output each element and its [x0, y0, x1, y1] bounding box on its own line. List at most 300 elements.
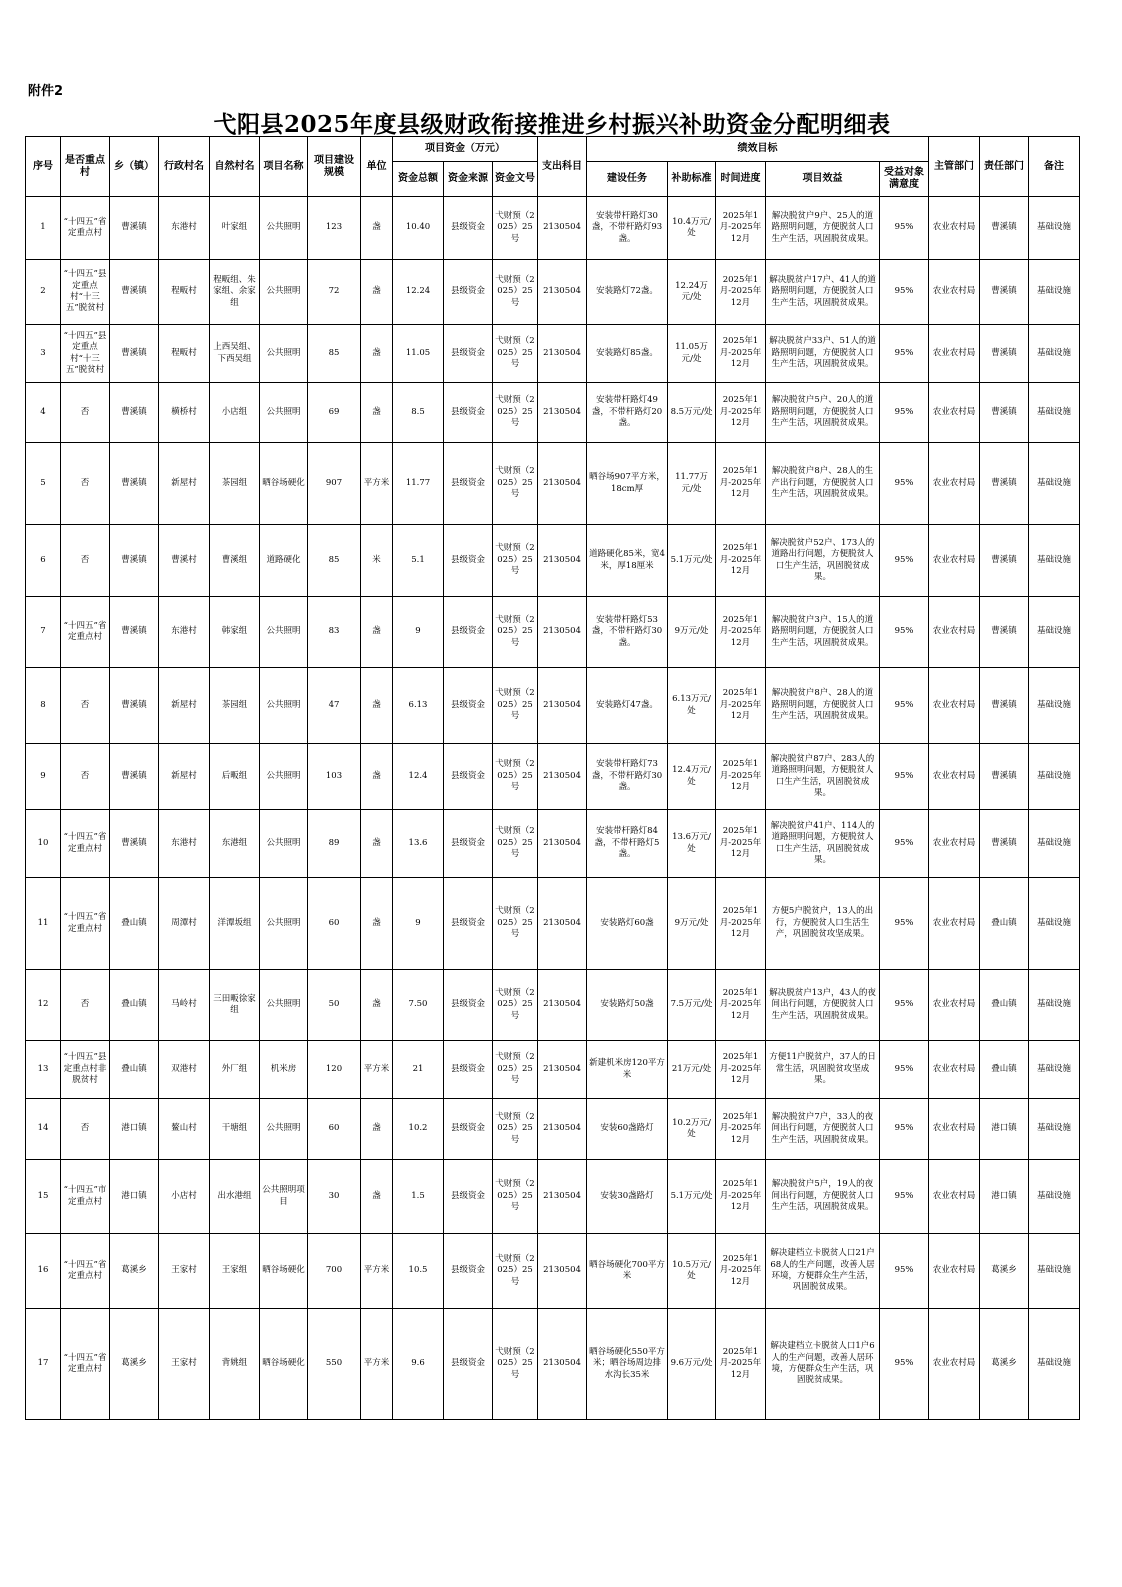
cell-unit: 盏 — [361, 597, 393, 668]
cell-township: 曹溪镇 — [110, 668, 159, 744]
cell-subsidy: 12.24万元/处 — [668, 260, 716, 325]
cell-natural-village: 三田畈徐家组 — [210, 970, 260, 1041]
cell-subject: 2130504 — [538, 260, 587, 325]
cell-task: 安装带杆路灯53盏，不带杆路灯30盏。 — [587, 597, 668, 668]
cell-fund-doc: 弋财预（2025）25号 — [493, 970, 538, 1041]
cell-natural-village: 茶园组 — [210, 443, 260, 525]
cell-township: 叠山镇 — [110, 878, 159, 970]
cell-fund-total: 12.24 — [393, 260, 444, 325]
cell-task: 安装带杆路灯73盏，不带杆路灯30盏。 — [587, 744, 668, 810]
cell-subject: 2130504 — [538, 1160, 587, 1234]
cell-fund-total: 10.40 — [393, 197, 444, 260]
cell-remark: 基础设施 — [1029, 325, 1080, 383]
page-title: 弋阳县2025年度县级财政衔接推进乡村振兴补助资金分配明细表 — [213, 111, 891, 138]
cell-fund-total: 6.13 — [393, 668, 444, 744]
cell-remark: 基础设施 — [1029, 260, 1080, 325]
cell-project-name: 公共照明项目 — [260, 1160, 308, 1234]
cell-dept: 农业农村局 — [929, 1234, 980, 1309]
cell-scale: 907 — [308, 443, 361, 525]
cell-task: 安装路灯72盏。 — [587, 260, 668, 325]
cell-subject: 2130504 — [538, 383, 587, 443]
cell-resp: 曹溪镇 — [980, 597, 1029, 668]
cell-dept: 农业农村局 — [929, 597, 980, 668]
header-subject: 支出科目 — [538, 137, 587, 197]
cell-fund-doc: 弋财预（2025）25号 — [493, 525, 538, 597]
cell-key-village: 否 — [61, 383, 110, 443]
cell-fund-doc: 弋财预（2025）25号 — [493, 260, 538, 325]
cell-fund-source: 县级资金 — [444, 443, 493, 525]
cell-subsidy: 21万元/处 — [668, 1041, 716, 1099]
cell-admin-village: 程畈村 — [159, 260, 210, 325]
cell-key-village: 否 — [61, 970, 110, 1041]
cell-subject: 2130504 — [538, 970, 587, 1041]
cell-schedule: 2025年1月-2025年12月 — [716, 325, 766, 383]
cell-seq: 5 — [26, 443, 61, 525]
cell-scale: 120 — [308, 1041, 361, 1099]
cell-natural-village: 曹溪组 — [210, 525, 260, 597]
cell-resp: 曹溪镇 — [980, 810, 1029, 878]
cell-subsidy: 12.4万元/处 — [668, 744, 716, 810]
cell-dept: 农业农村局 — [929, 325, 980, 383]
cell-unit: 平方米 — [361, 1234, 393, 1309]
cell-key-village: “十四五”县定重点村“十三五”脱贫村 — [61, 260, 110, 325]
cell-admin-village: 东港村 — [159, 597, 210, 668]
header-natural-village: 自然村名 — [210, 137, 260, 197]
cell-unit: 盏 — [361, 878, 393, 970]
cell-key-village: “十四五”省定重点村 — [61, 197, 110, 260]
cell-seq: 17 — [26, 1309, 61, 1420]
cell-natural-village: 叶家组 — [210, 197, 260, 260]
header-admin-village: 行政村名 — [159, 137, 210, 197]
table-row — [26, 1309, 1080, 1420]
cell-admin-village: 王家村 — [159, 1309, 210, 1420]
cell-key-village: 否 — [61, 744, 110, 810]
table-row — [26, 668, 1080, 744]
cell-subsidy: 9.6万元/处 — [668, 1309, 716, 1420]
cell-benefit: 解决脱贫户8户、28人的道路照明问题，方便脱贫人口生产生活，巩固脱贫成果。 — [766, 668, 880, 744]
cell-resp: 曹溪镇 — [980, 525, 1029, 597]
cell-seq: 6 — [26, 525, 61, 597]
cell-fund-total: 9.6 — [393, 1309, 444, 1420]
cell-unit: 盏 — [361, 744, 393, 810]
cell-subsidy: 9万元/处 — [668, 878, 716, 970]
cell-project-name: 公共照明 — [260, 383, 308, 443]
cell-admin-village: 周潭村 — [159, 878, 210, 970]
cell-natural-village: 韩家组 — [210, 597, 260, 668]
cell-seq: 10 — [26, 810, 61, 878]
cell-schedule: 2025年1月-2025年12月 — [716, 443, 766, 525]
cell-satisfaction: 95% — [880, 668, 929, 744]
cell-schedule: 2025年1月-2025年12月 — [716, 810, 766, 878]
cell-subject: 2130504 — [538, 878, 587, 970]
cell-project-name: 公共照明 — [260, 668, 308, 744]
cell-subsidy: 11.05万元/处 — [668, 325, 716, 383]
cell-fund-total: 9 — [393, 878, 444, 970]
cell-natural-village: 上西吴组、下西吴组 — [210, 325, 260, 383]
cell-schedule: 2025年1月-2025年12月 — [716, 525, 766, 597]
cell-project-name: 公共照明 — [260, 597, 308, 668]
cell-fund-doc: 弋财预（2025）25号 — [493, 810, 538, 878]
table-row — [26, 1234, 1080, 1309]
cell-dept: 农业农村局 — [929, 260, 980, 325]
cell-fund-doc: 弋财预（2025）25号 — [493, 668, 538, 744]
table-row — [26, 1099, 1080, 1160]
table-row — [26, 810, 1080, 878]
cell-fund-doc: 弋财预（2025）25号 — [493, 325, 538, 383]
table-row — [26, 260, 1080, 325]
header-benefit: 项目效益 — [766, 162, 880, 197]
table-row — [26, 1160, 1080, 1234]
cell-satisfaction: 95% — [880, 970, 929, 1041]
cell-natural-village: 背姚组 — [210, 1309, 260, 1420]
cell-remark: 基础设施 — [1029, 810, 1080, 878]
cell-task: 安装带杆路灯30盏，不带杆路灯93盏。 — [587, 197, 668, 260]
table-row — [26, 197, 1080, 260]
cell-natural-village: 干塘组 — [210, 1099, 260, 1160]
cell-satisfaction: 95% — [880, 1041, 929, 1099]
cell-scale: 700 — [308, 1234, 361, 1309]
cell-scale: 47 — [308, 668, 361, 744]
cell-project-name: 晒谷场硬化 — [260, 443, 308, 525]
cell-township: 港口镇 — [110, 1099, 159, 1160]
cell-unit: 平方米 — [361, 1309, 393, 1420]
cell-fund-source: 县级资金 — [444, 383, 493, 443]
cell-seq: 16 — [26, 1234, 61, 1309]
cell-scale: 85 — [308, 525, 361, 597]
cell-resp: 曹溪镇 — [980, 383, 1029, 443]
cell-key-village: “十四五”省定重点村 — [61, 1309, 110, 1420]
cell-project-name: 公共照明 — [260, 970, 308, 1041]
cell-key-village: “十四五”省定重点村 — [61, 878, 110, 970]
table-row — [26, 325, 1080, 383]
cell-benefit: 解决脱贫户8户、28人的生产出行问题，方便脱贫人口生产生活，巩固脱贫成果。 — [766, 443, 880, 525]
cell-remark: 基础设施 — [1029, 197, 1080, 260]
cell-subsidy: 9万元/处 — [668, 597, 716, 668]
cell-subject: 2130504 — [538, 525, 587, 597]
cell-remark: 基础设施 — [1029, 668, 1080, 744]
cell-resp: 曹溪镇 — [980, 744, 1029, 810]
cell-satisfaction: 95% — [880, 878, 929, 970]
cell-project-name: 晒谷场硬化 — [260, 1234, 308, 1309]
cell-schedule: 2025年1月-2025年12月 — [716, 878, 766, 970]
table-row — [26, 525, 1080, 597]
cell-fund-source: 县级资金 — [444, 668, 493, 744]
cell-project-name: 公共照明 — [260, 878, 308, 970]
cell-township: 曹溪镇 — [110, 525, 159, 597]
cell-benefit: 方便5户脱贫户，13人的出行，方便脱贫人口生活生产，巩固脱贫攻坚成果。 — [766, 878, 880, 970]
cell-fund-doc: 弋财预（2025）25号 — [493, 197, 538, 260]
cell-schedule: 2025年1月-2025年12月 — [716, 260, 766, 325]
cell-admin-village: 新屋村 — [159, 668, 210, 744]
cell-benefit: 解决脱贫户87户、283人的道路照明问题，方便脱贫人口生产生活，巩固脱贫成果。 — [766, 744, 880, 810]
cell-fund-source: 县级资金 — [444, 260, 493, 325]
cell-schedule: 2025年1月-2025年12月 — [716, 1160, 766, 1234]
cell-admin-village: 小店村 — [159, 1160, 210, 1234]
table-row — [26, 970, 1080, 1041]
cell-natural-village: 茶园组 — [210, 668, 260, 744]
cell-scale: 103 — [308, 744, 361, 810]
cell-task: 安装带杆路灯49盏，不带杆路灯20盏。 — [587, 383, 668, 443]
cell-seq: 7 — [26, 597, 61, 668]
cell-scale: 89 — [308, 810, 361, 878]
cell-fund-source: 县级资金 — [444, 1041, 493, 1099]
cell-remark: 基础设施 — [1029, 1309, 1080, 1420]
cell-benefit: 解决脱贫户13户，43人的夜间出行问题，方便脱贫人口生产生活，巩固脱贫成果。 — [766, 970, 880, 1041]
cell-fund-doc: 弋财预（2025）25号 — [493, 597, 538, 668]
cell-benefit: 解决脱贫户41户、114人的道路照明问题，方便脱贫人口生产生活，巩固脱贫成果。 — [766, 810, 880, 878]
cell-subsidy: 5.1万元/处 — [668, 1160, 716, 1234]
cell-seq: 11 — [26, 878, 61, 970]
cell-unit: 盏 — [361, 1160, 393, 1234]
cell-admin-village: 程畈村 — [159, 325, 210, 383]
cell-subject: 2130504 — [538, 1041, 587, 1099]
cell-key-village: “十四五”省定重点村 — [61, 597, 110, 668]
cell-schedule: 2025年1月-2025年12月 — [716, 1234, 766, 1309]
cell-resp: 叠山镇 — [980, 1041, 1029, 1099]
cell-benefit: 解决脱贫户17户、41人的道路照明问题，方便脱贫人口生产生活，巩固脱贫成果。 — [766, 260, 880, 325]
cell-remark: 基础设施 — [1029, 525, 1080, 597]
cell-seq: 9 — [26, 744, 61, 810]
cell-schedule: 2025年1月-2025年12月 — [716, 197, 766, 260]
cell-task: 晒谷场硬化550平方米；晒谷场周边排水沟长35米 — [587, 1309, 668, 1420]
cell-unit: 盏 — [361, 668, 393, 744]
cell-natural-village: 东港组 — [210, 810, 260, 878]
cell-benefit: 解决脱贫户5户，19人的夜间出行问题，方便脱贫人口生产生活，巩固脱贫成果。 — [766, 1160, 880, 1234]
cell-subject: 2130504 — [538, 443, 587, 525]
cell-task: 安装路灯47盏。 — [587, 668, 668, 744]
cell-scale: 50 — [308, 970, 361, 1041]
cell-task: 新建机米房120平方米 — [587, 1041, 668, 1099]
cell-dept: 农业农村局 — [929, 668, 980, 744]
header-task: 建设任务 — [587, 162, 668, 197]
cell-natural-village: 后畈组 — [210, 744, 260, 810]
cell-township: 港口镇 — [110, 1160, 159, 1234]
fund-allocation-table — [25, 136, 1080, 1420]
cell-dept: 农业农村局 — [929, 1309, 980, 1420]
cell-township: 葛溪乡 — [110, 1309, 159, 1420]
cell-fund-total: 21 — [393, 1041, 444, 1099]
cell-schedule: 2025年1月-2025年12月 — [716, 970, 766, 1041]
header-key-village: 是否重点村 — [61, 137, 110, 197]
cell-subject: 2130504 — [538, 597, 587, 668]
cell-dept: 农业农村局 — [929, 383, 980, 443]
cell-fund-doc: 弋财预（2025）25号 — [493, 443, 538, 525]
table-row — [26, 878, 1080, 970]
cell-satisfaction: 95% — [880, 525, 929, 597]
cell-fund-doc: 弋财预（2025）25号 — [493, 1099, 538, 1160]
cell-unit: 盏 — [361, 197, 393, 260]
cell-dept: 农业农村局 — [929, 878, 980, 970]
cell-seq: 2 — [26, 260, 61, 325]
cell-unit: 平方米 — [361, 443, 393, 525]
cell-satisfaction: 95% — [880, 744, 929, 810]
table-row — [26, 443, 1080, 525]
cell-fund-total: 8.5 — [393, 383, 444, 443]
cell-fund-doc: 弋财预（2025）25号 — [493, 1234, 538, 1309]
header-township: 乡（镇） — [110, 137, 159, 197]
header-satisfaction: 受益对象满意度 — [880, 162, 929, 197]
cell-task: 安装带杆路灯84盏，不带杆路灯5盏。 — [587, 810, 668, 878]
cell-fund-source: 县级资金 — [444, 597, 493, 668]
cell-remark: 基础设施 — [1029, 1099, 1080, 1160]
cell-dept: 农业农村局 — [929, 1099, 980, 1160]
cell-remark: 基础设施 — [1029, 970, 1080, 1041]
cell-resp: 曹溪镇 — [980, 325, 1029, 383]
cell-benefit: 方便11户脱贫户，37人的日常生活，巩固脱贫攻坚成果。 — [766, 1041, 880, 1099]
cell-resp: 港口镇 — [980, 1099, 1029, 1160]
cell-fund-doc: 弋财预（2025）25号 — [493, 1041, 538, 1099]
cell-seq: 15 — [26, 1160, 61, 1234]
cell-seq: 3 — [26, 325, 61, 383]
cell-unit: 米 — [361, 525, 393, 597]
header-remark: 备注 — [1029, 137, 1080, 197]
cell-key-village: “十四五”省定重点村 — [61, 810, 110, 878]
cell-subsidy: 10.2万元/处 — [668, 1099, 716, 1160]
cell-satisfaction: 95% — [880, 443, 929, 525]
cell-scale: 85 — [308, 325, 361, 383]
cell-unit: 盏 — [361, 1099, 393, 1160]
cell-township: 曹溪镇 — [110, 443, 159, 525]
cell-admin-village: 东港村 — [159, 810, 210, 878]
cell-fund-doc: 弋财预（2025）25号 — [493, 878, 538, 970]
cell-benefit: 解决脱贫户7户，33人的夜间出行问题，方便脱贫人口生产生活，巩固脱贫成果。 — [766, 1099, 880, 1160]
header-fund-total: 资金总额 — [393, 162, 444, 197]
cell-fund-source: 县级资金 — [444, 970, 493, 1041]
cell-township: 曹溪镇 — [110, 597, 159, 668]
cell-key-village: “十四五”省定重点村 — [61, 1234, 110, 1309]
attachment-label: 附件2 — [28, 84, 64, 99]
cell-project-name: 公共照明 — [260, 810, 308, 878]
cell-natural-village: 洋潭坂组 — [210, 878, 260, 970]
cell-unit: 盏 — [361, 260, 393, 325]
cell-fund-total: 10.2 — [393, 1099, 444, 1160]
cell-project-name: 公共照明 — [260, 197, 308, 260]
cell-task: 安装30盏路灯 — [587, 1160, 668, 1234]
cell-subsidy: 6.13万元/处 — [668, 668, 716, 744]
cell-task: 安装路灯85盏。 — [587, 325, 668, 383]
cell-resp: 港口镇 — [980, 1160, 1029, 1234]
cell-benefit: 解决脱贫户52户、173人的道路出行问题，方便脱贫人口生产生活，巩固脱贫成果。 — [766, 525, 880, 597]
cell-resp: 曹溪镇 — [980, 668, 1029, 744]
cell-township: 曹溪镇 — [110, 197, 159, 260]
header-project-name: 项目名称 — [260, 137, 308, 197]
header-seq: 序号 — [26, 137, 61, 197]
cell-remark: 基础设施 — [1029, 1160, 1080, 1234]
cell-remark: 基础设施 — [1029, 878, 1080, 970]
cell-fund-total: 5.1 — [393, 525, 444, 597]
cell-township: 曹溪镇 — [110, 325, 159, 383]
cell-natural-village: 程畈组、朱家组、余家组 — [210, 260, 260, 325]
cell-dept: 农业农村局 — [929, 810, 980, 878]
cell-township: 曹溪镇 — [110, 744, 159, 810]
cell-scale: 60 — [308, 878, 361, 970]
cell-township: 葛溪乡 — [110, 1234, 159, 1309]
cell-project-name: 公共照明 — [260, 260, 308, 325]
cell-schedule: 2025年1月-2025年12月 — [716, 744, 766, 810]
cell-admin-village: 新屋村 — [159, 443, 210, 525]
cell-unit: 盏 — [361, 325, 393, 383]
cell-fund-source: 县级资金 — [444, 878, 493, 970]
cell-fund-source: 县级资金 — [444, 525, 493, 597]
cell-subject: 2130504 — [538, 810, 587, 878]
cell-benefit: 解决建档立卡脱贫人口1户6人的生产问题，改善人居环境，方便群众生产生活，巩固脱贫成果。 — [766, 1309, 880, 1420]
cell-benefit: 解决脱贫户3户、15人的道路照明问题，方便脱贫人口生产生活，巩固脱贫成果。 — [766, 597, 880, 668]
cell-task: 安装路灯60盏 — [587, 878, 668, 970]
cell-satisfaction: 95% — [880, 383, 929, 443]
cell-admin-village: 东港村 — [159, 197, 210, 260]
cell-benefit: 解决脱贫户33户、51人的道路照明问题，方便脱贫人口生产生活，巩固脱贫成果。 — [766, 325, 880, 383]
table-row — [26, 597, 1080, 668]
header-schedule: 时间进度 — [716, 162, 766, 197]
cell-satisfaction: 95% — [880, 1309, 929, 1420]
cell-schedule: 2025年1月-2025年12月 — [716, 597, 766, 668]
cell-admin-village: 横桥村 — [159, 383, 210, 443]
table-row — [26, 744, 1080, 810]
cell-admin-village: 新屋村 — [159, 744, 210, 810]
cell-resp: 叠山镇 — [980, 878, 1029, 970]
cell-admin-village: 双港村 — [159, 1041, 210, 1099]
cell-resp: 曹溪镇 — [980, 197, 1029, 260]
cell-satisfaction: 95% — [880, 1160, 929, 1234]
cell-admin-village: 曹溪村 — [159, 525, 210, 597]
cell-seq: 1 — [26, 197, 61, 260]
cell-fund-doc: 弋财预（2025）25号 — [493, 1309, 538, 1420]
cell-fund-total: 11.05 — [393, 325, 444, 383]
cell-schedule: 2025年1月-2025年12月 — [716, 1309, 766, 1420]
cell-schedule: 2025年1月-2025年12月 — [716, 383, 766, 443]
header-performance-group: 绩效目标 — [587, 137, 929, 162]
cell-resp: 葛溪乡 — [980, 1234, 1029, 1309]
cell-dept: 农业农村局 — [929, 197, 980, 260]
cell-township: 曹溪镇 — [110, 383, 159, 443]
cell-scale: 69 — [308, 383, 361, 443]
cell-fund-source: 县级资金 — [444, 1160, 493, 1234]
cell-remark: 基础设施 — [1029, 1234, 1080, 1309]
header-fund-group: 项目资金（万元） — [393, 137, 538, 162]
cell-scale: 123 — [308, 197, 361, 260]
cell-dept: 农业农村局 — [929, 525, 980, 597]
cell-admin-village: 王家村 — [159, 1234, 210, 1309]
header-resp: 责任部门 — [980, 137, 1029, 197]
cell-fund-total: 10.5 — [393, 1234, 444, 1309]
cell-dept: 农业农村局 — [929, 970, 980, 1041]
cell-task: 道路硬化85米，宽4米，厚18厘米 — [587, 525, 668, 597]
cell-satisfaction: 95% — [880, 197, 929, 260]
table-row — [26, 383, 1080, 443]
cell-township: 叠山镇 — [110, 1041, 159, 1099]
cell-subsidy: 7.5万元/处 — [668, 970, 716, 1041]
cell-natural-village: 王家组 — [210, 1234, 260, 1309]
cell-subject: 2130504 — [538, 325, 587, 383]
cell-scale: 550 — [308, 1309, 361, 1420]
cell-key-village: 否 — [61, 443, 110, 525]
cell-unit: 盏 — [361, 810, 393, 878]
cell-schedule: 2025年1月-2025年12月 — [716, 668, 766, 744]
cell-task: 安装路灯50盏 — [587, 970, 668, 1041]
cell-satisfaction: 95% — [880, 810, 929, 878]
cell-scale: 30 — [308, 1160, 361, 1234]
cell-benefit: 解决建档立卡脱贫人口21户68人的生产问题，改善人居环境，方便群众生产生活，巩固脱贫成果。 — [766, 1234, 880, 1309]
cell-subsidy: 10.4万元/处 — [668, 197, 716, 260]
cell-subsidy: 5.1万元/处 — [668, 525, 716, 597]
table-row — [26, 1041, 1080, 1099]
cell-resp: 葛溪乡 — [980, 1309, 1029, 1420]
cell-subject: 2130504 — [538, 1309, 587, 1420]
cell-subsidy: 10.5万元/处 — [668, 1234, 716, 1309]
cell-satisfaction: 95% — [880, 597, 929, 668]
header-scale: 项目建设规模 — [308, 137, 361, 197]
cell-fund-doc: 弋财预（2025）25号 — [493, 383, 538, 443]
